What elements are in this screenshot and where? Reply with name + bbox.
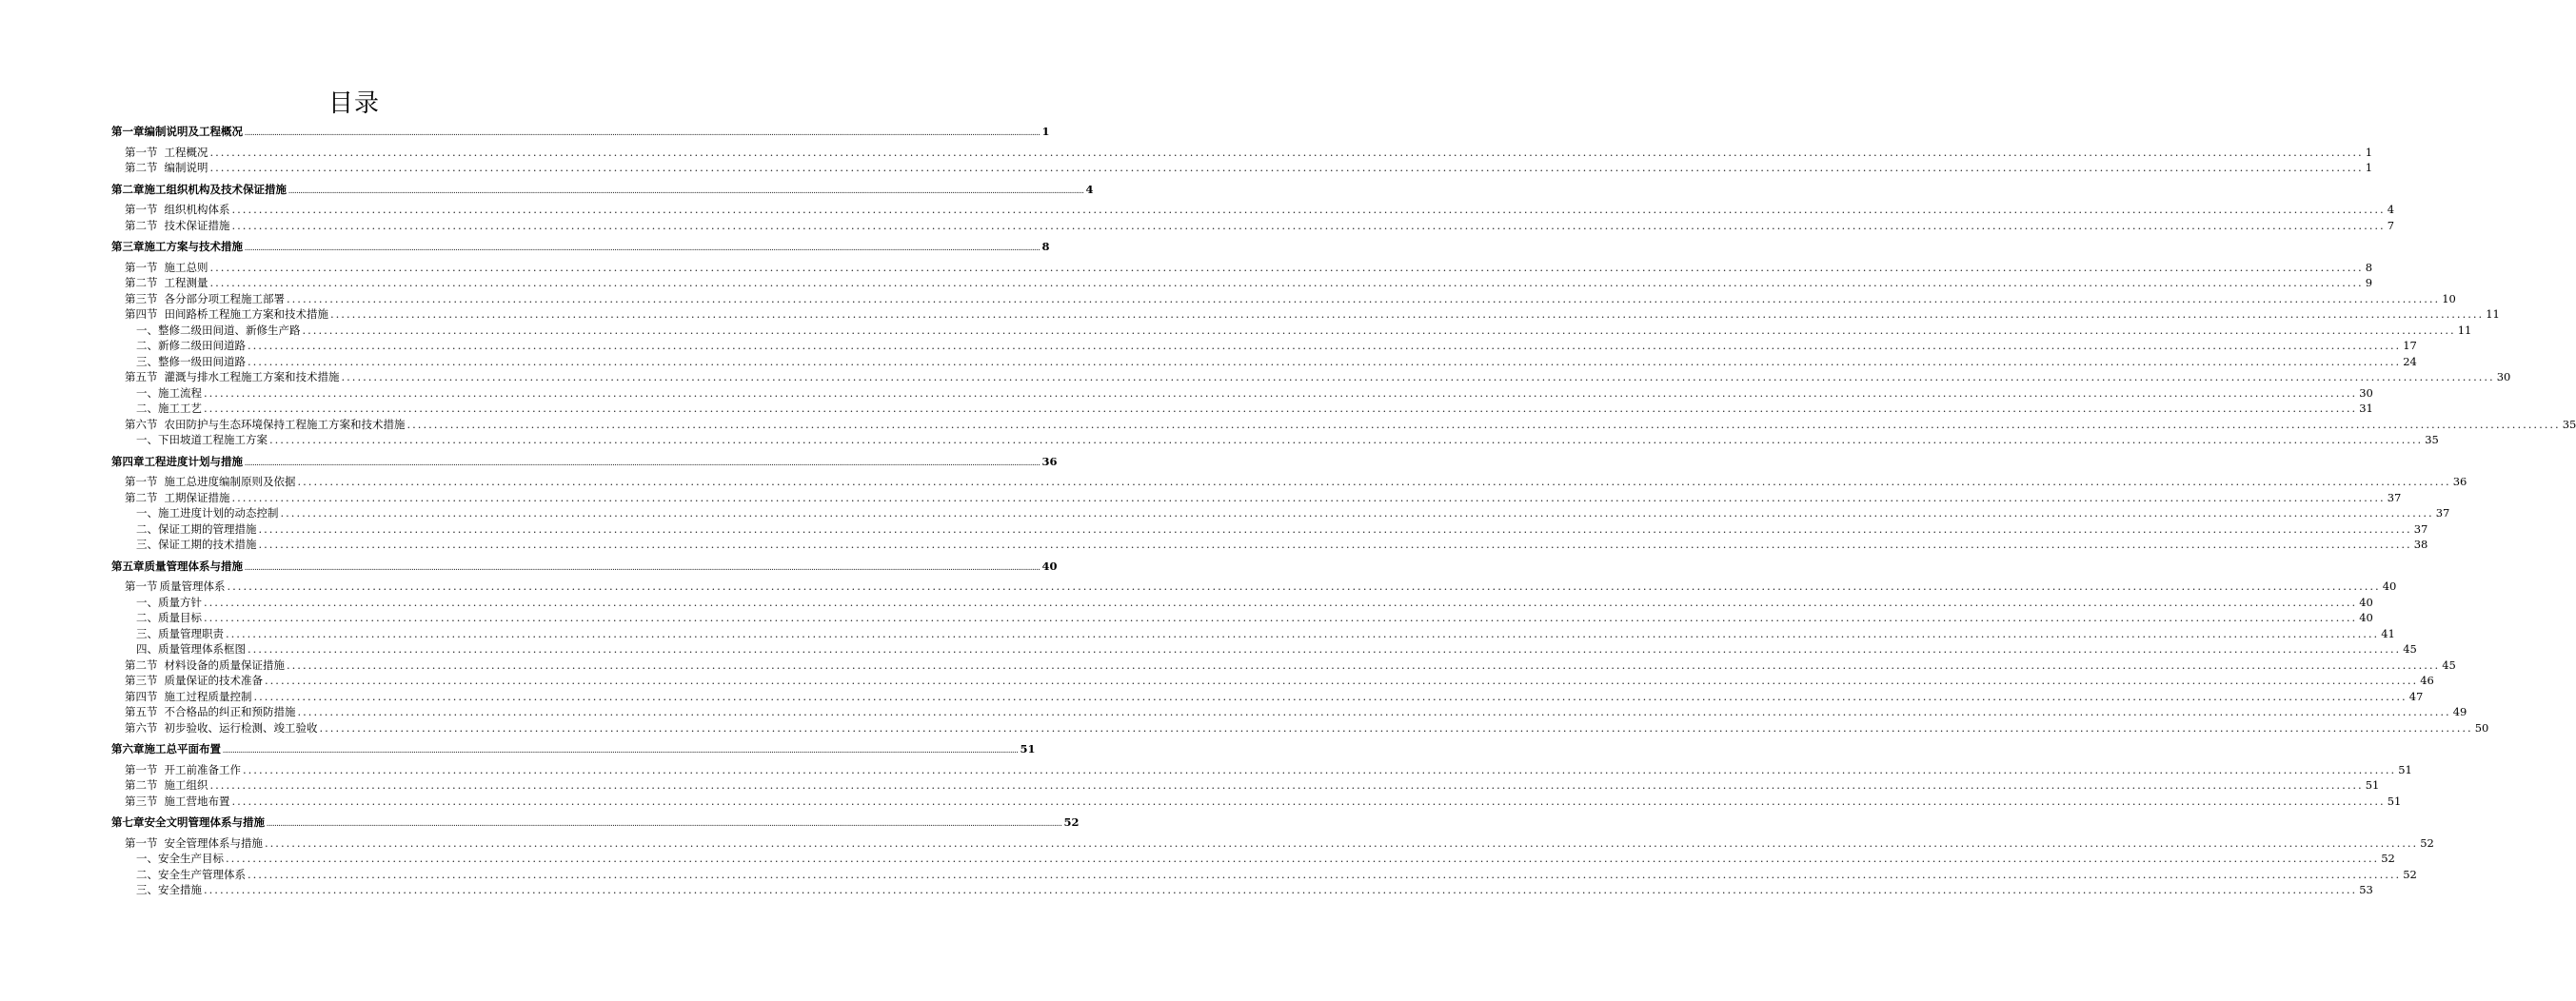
toc-entry-page-number: 17 <box>2403 339 2417 352</box>
toc-section-entry[interactable] <box>111 417 2576 433</box>
dot-leader: ................................................................................................................................................................................................................................................................................................................................................................................................................ <box>226 626 2380 640</box>
toc-entry-title: 一、安全生产目标 <box>136 852 224 865</box>
toc-section-entry[interactable] <box>111 777 2380 794</box>
toc-entry-title: 质量保证的技术准备 <box>164 674 263 687</box>
toc-entry-number: 第四章 <box>111 454 145 468</box>
toc-entry-title: 灌溉与排水工程施工方案和技术措施 <box>164 370 340 383</box>
dot-leader: ................................................................................................................................................................................................................................................................................................................................................................................................................ <box>248 354 2402 368</box>
toc-entry-page-number: 53 <box>2359 883 2373 896</box>
toc-entry-title: 田间路桥工程施工方案和技术措施 <box>164 307 328 321</box>
dot-leader: ................................................................................................................................................................................................................................................................................................................................................................................................................ <box>245 460 1040 467</box>
dot-leader: ................................................................................................................................................................................................................................................................................................................................................................................................................ <box>253 689 2408 703</box>
dot-leader: ................................................................................................................................................................................................................................................................................................................................................................................................................ <box>223 748 1019 755</box>
toc-chapter-entry[interactable] <box>111 182 1094 198</box>
toc-entry-title: 三、保证工期的技术措施 <box>136 538 257 551</box>
toc-section-entry[interactable] <box>111 794 2402 810</box>
toc-entry-number: 第四节 <box>125 307 158 321</box>
dot-leader: ................................................................................................................................................................................................................................................................................................................................................................................................................ <box>265 674 2419 687</box>
toc-entry-page-number: 45 <box>2403 642 2417 656</box>
toc-entry-number: 第二节 <box>125 218 158 232</box>
toc-entry-number: 第三节 <box>125 674 158 687</box>
toc-section-entry[interactable] <box>111 260 2373 276</box>
toc-section-entry[interactable] <box>111 474 2467 490</box>
toc-entry-number: 第二节 <box>125 778 158 792</box>
toc-entry-number: 第七章 <box>111 815 145 829</box>
toc-entry-page-number: 40 <box>2382 579 2397 593</box>
toc-section-entry[interactable] <box>111 369 2511 385</box>
toc-section-entry[interactable] <box>111 291 2456 307</box>
toc-section-entry[interactable] <box>111 720 2489 736</box>
toc-entry-title: 编制说明及工程概况 <box>144 125 243 138</box>
toc-entry-page-number: 51 <box>2398 762 2412 776</box>
dot-leader: ................................................................................................................................................................................................................................................................................................................................................................................................................ <box>288 187 1084 195</box>
toc-entry-title: 二、保证工期的管理措施 <box>136 521 257 536</box>
toc-entry-page-number: 51 <box>2365 778 2380 792</box>
dot-leader: ................................................................................................................................................................................................................................................................................................................................................................................................................ <box>231 203 2386 216</box>
toc-entry-page-number: 30 <box>2359 385 2373 400</box>
dot-leader: ................................................................................................................................................................................................................................................................................................................................................................................................................ <box>269 433 2424 446</box>
dot-leader: ................................................................................................................................................................................................................................................................................................................................................................................................................ <box>258 521 2412 536</box>
dot-leader: ................................................................................................................................................................................................................................................................................................................................................................................................................ <box>204 402 2358 415</box>
toc-entry-page-number: 35 <box>2562 417 2576 431</box>
toc-chapter-entry[interactable] <box>111 454 1058 470</box>
toc-entry-title: 一、质量方针 <box>136 595 202 609</box>
dot-leader: ................................................................................................................................................................................................................................................................................................................................................................................................................ <box>227 579 2381 593</box>
toc-entry-title: 不合格品的纠正和预防措施 <box>164 705 296 718</box>
dot-leader: ................................................................................................................................................................................................................................................................................................................................................................................................................ <box>297 705 2451 718</box>
toc-entry-number: 第一节 <box>125 762 158 776</box>
toc-item-entry[interactable] <box>111 626 2395 642</box>
toc-section-entry[interactable] <box>111 704 2467 720</box>
toc-entry-page-number: 24 <box>2403 354 2417 368</box>
toc-entry-title: 二、质量目标 <box>136 611 202 624</box>
toc-entry-title: 施工方案与技术措施 <box>144 240 243 253</box>
dot-leader: ................................................................................................................................................................................................................................................................................................................................................................................................................ <box>341 370 2495 383</box>
toc-entry-title: 施工组织机构及技术保证措施 <box>144 182 287 196</box>
toc-entry-page-number: 1 <box>1041 125 1050 138</box>
toc-entry-page-number: 31 <box>2359 402 2373 415</box>
dot-leader: ................................................................................................................................................................................................................................................................................................................................................................................................................ <box>248 339 2402 352</box>
toc-section-entry[interactable] <box>111 762 2412 778</box>
dot-leader: ................................................................................................................................................................................................................................................................................................................................................................................................................ <box>245 245 1040 252</box>
toc-entry-page-number: 46 <box>2420 674 2434 687</box>
toc-section-entry[interactable] <box>111 218 2395 234</box>
dot-leader: ................................................................................................................................................................................................................................................................................................................................................................................................................ <box>245 130 1040 137</box>
dot-leader: ................................................................................................................................................................................................................................................................................................................................................................................................................ <box>265 835 2419 850</box>
toc-entry-number: 第五节 <box>125 705 158 718</box>
toc-entry-page-number: 52 <box>1063 815 1080 829</box>
toc-item-entry[interactable] <box>111 323 2472 339</box>
toc-entry-title: 二、安全生产管理体系 <box>136 867 246 881</box>
toc-entry-page-number: 47 <box>2408 689 2424 703</box>
toc-section-entry[interactable] <box>111 673 2434 689</box>
toc-entry-page-number: 37 <box>2435 506 2450 520</box>
toc-item-entry[interactable] <box>111 401 2373 417</box>
dot-leader: ................................................................................................................................................................................................................................................................................................................................................................................................................ <box>209 161 2364 174</box>
dot-leader: ................................................................................................................................................................................................................................................................................................................................................................................................................ <box>209 260 2364 274</box>
toc-entry-page-number: 51 <box>1020 742 1036 756</box>
dot-leader: ................................................................................................................................................................................................................................................................................................................................................................................................................ <box>248 642 2402 656</box>
toc-entry-title: 材料设备的质量保证措施 <box>164 658 285 672</box>
toc-entry-title: 二、施工工艺 <box>136 402 202 415</box>
toc-entry-page-number: 7 <box>2387 218 2395 232</box>
toc-entry-number: 第二节 <box>125 490 158 504</box>
toc-entry-title: 施工营地布置 <box>164 794 230 808</box>
toc-entry-page-number: 8 <box>1041 240 1050 253</box>
dot-leader: ................................................................................................................................................................................................................................................................................................................................................................................................................ <box>231 218 2386 232</box>
toc-entry-page-number: 49 <box>2452 705 2467 718</box>
toc-entry-title: 开工前准备工作 <box>164 762 241 776</box>
dot-leader: ................................................................................................................................................................................................................................................................................................................................................................................................................ <box>267 821 1062 828</box>
toc-entry-number: 第一节 <box>125 579 158 593</box>
toc-entry-title: 施工总平面布置 <box>144 742 221 756</box>
toc-chapter-entry[interactable] <box>111 815 1080 831</box>
toc-entry-title: 质量管理体系与措施 <box>144 559 243 573</box>
toc-entry-page-number: 30 <box>2496 370 2511 383</box>
toc-entry-page-number: 40 <box>2359 611 2373 624</box>
toc-entry-number: 第一节 <box>125 203 158 216</box>
dot-leader: ................................................................................................................................................................................................................................................................................................................................................................................................................ <box>258 538 2412 551</box>
toc-item-entry[interactable] <box>111 851 2395 867</box>
dot-leader: ................................................................................................................................................................................................................................................................................................................................................................................................................ <box>204 883 2358 896</box>
toc-entry-title: 工程概况 <box>164 145 208 159</box>
toc-item-entry[interactable] <box>111 505 2450 521</box>
toc-entry-number: 第一节 <box>125 475 158 488</box>
toc-entry-page-number: 11 <box>2486 307 2500 321</box>
toc-entry-title: 安全管理体系与措施 <box>164 835 263 850</box>
toc-item-entry[interactable] <box>111 385 2373 402</box>
toc-entry-page-number: 37 <box>2387 490 2402 504</box>
toc-entry-page-number: 4 <box>1085 182 1094 196</box>
dot-leader: ................................................................................................................................................................................................................................................................................................................................................................................................................ <box>231 794 2386 808</box>
toc-entry-page-number: 4 <box>2387 203 2395 216</box>
toc-item-entry[interactable] <box>111 610 2373 626</box>
toc-item-entry[interactable] <box>111 521 2428 538</box>
toc-entry-title: 施工总进度编制原则及依据 <box>164 475 296 488</box>
toc-chapter-entry[interactable] <box>111 559 1058 575</box>
toc-entry-page-number: 40 <box>2359 595 2373 609</box>
toc-entry-title: 工程测量 <box>164 276 208 289</box>
toc-entry-title: 技术保证措施 <box>164 218 230 232</box>
toc-entry-title: 三、安全措施 <box>136 883 202 896</box>
dot-leader: ................................................................................................................................................................................................................................................................................................................................................................................................................ <box>231 490 2386 504</box>
toc-section-entry[interactable] <box>111 689 2424 705</box>
dot-leader: ................................................................................................................................................................................................................................................................................................................................................................................................................ <box>204 611 2358 624</box>
toc-entry-title: 初步验收、运行检测、竣工验收 <box>164 720 318 735</box>
toc-entry-number: 第二节 <box>125 276 158 289</box>
toc-entry-title: 一、施工流程 <box>136 385 202 400</box>
toc-entry-title: 四、质量管理体系框图 <box>136 642 246 656</box>
dot-leader: ................................................................................................................................................................................................................................................................................................................................................................................................................ <box>287 291 2441 305</box>
toc-entry-title: 施工总则 <box>164 260 208 274</box>
toc-entry-page-number: 36 <box>2452 475 2467 488</box>
toc-entry-number: 第一节 <box>125 835 158 850</box>
dot-leader: ................................................................................................................................................................................................................................................................................................................................................................................................................ <box>280 506 2434 520</box>
toc-entry-title: 农田防护与生态环境保持工程施工方案和技术措施 <box>164 417 406 431</box>
toc-chapter-entry[interactable] <box>111 124 1050 140</box>
table-of-contents <box>111 124 2576 898</box>
dot-leader: ................................................................................................................................................................................................................................................................................................................................................................................................................ <box>406 417 2561 431</box>
toc-entry-page-number: 51 <box>2387 794 2402 808</box>
dot-leader: ................................................................................................................................................................................................................................................................................................................................................................................................................ <box>248 867 2402 881</box>
toc-entry-number: 第二节 <box>125 161 158 174</box>
toc-entry-page-number: 1 <box>2365 161 2373 174</box>
toc-section-entry[interactable] <box>111 835 2434 852</box>
dot-leader: ................................................................................................................................................................................................................................................................................................................................................................................................................ <box>243 762 2397 776</box>
toc-item-entry[interactable] <box>111 882 2373 898</box>
toc-entry-page-number: 40 <box>1041 559 1058 573</box>
toc-entry-page-number: 36 <box>1041 454 1058 468</box>
toc-entry-number: 第六节 <box>125 720 158 735</box>
dot-leader: ................................................................................................................................................................................................................................................................................................................................................................................................................ <box>319 720 2473 735</box>
toc-entry-number: 第一节 <box>125 145 158 159</box>
toc-entry-title: 三、整修一级田间道路 <box>136 354 246 368</box>
dot-leader: ................................................................................................................................................................................................................................................................................................................................................................................................................ <box>245 564 1040 572</box>
toc-entry-page-number: 45 <box>2442 658 2456 672</box>
toc-entry-page-number: 35 <box>2425 433 2439 446</box>
toc-entry-title: 编制说明 <box>164 161 208 174</box>
toc-entry-page-number: 11 <box>2457 323 2472 337</box>
toc-entry-number: 第一章 <box>111 125 145 138</box>
toc-section-entry[interactable] <box>111 275 2373 291</box>
toc-entry-page-number: 10 <box>2442 291 2456 305</box>
toc-entry-title: 质量管理体系 <box>159 579 226 593</box>
toc-entry-title: 施工过程质量控制 <box>164 689 252 703</box>
dot-leader: ................................................................................................................................................................................................................................................................................................................................................................................................................ <box>330 307 2485 321</box>
toc-entry-number: 第五章 <box>111 559 145 573</box>
dot-leader: ................................................................................................................................................................................................................................................................................................................................................................................................................ <box>297 475 2451 488</box>
toc-entry-number: 第三节 <box>125 794 158 808</box>
dot-leader: ................................................................................................................................................................................................................................................................................................................................................................................................................ <box>209 276 2364 289</box>
toc-entry-title: 工期保证措施 <box>164 490 230 504</box>
toc-item-entry[interactable] <box>111 338 2417 354</box>
toc-entry-title: 工程进度计划与措施 <box>144 454 243 468</box>
toc-entry-number: 第三章 <box>111 240 145 253</box>
toc-entry-page-number: 52 <box>2381 852 2395 865</box>
toc-item-entry[interactable] <box>111 867 2417 883</box>
toc-entry-title: 组织机构体系 <box>164 203 230 216</box>
toc-entry-title: 安全文明管理体系与措施 <box>144 815 265 829</box>
toc-entry-number: 第一节 <box>125 260 158 274</box>
dot-leader: ................................................................................................................................................................................................................................................................................................................................................................................................................ <box>209 145 2364 159</box>
toc-entry-number: 第六章 <box>111 742 145 756</box>
toc-entry-title: 各分部分项工程施工部署 <box>164 291 285 305</box>
dot-leader: ................................................................................................................................................................................................................................................................................................................................................................................................................ <box>204 385 2358 400</box>
toc-entry-page-number: 8 <box>2365 260 2373 274</box>
toc-section-entry[interactable] <box>111 202 2395 218</box>
toc-section-entry[interactable] <box>111 160 2373 176</box>
toc-entry-number: 第三节 <box>125 291 158 305</box>
toc-entry-page-number: 37 <box>2413 521 2428 536</box>
toc-item-entry[interactable] <box>111 354 2417 370</box>
dot-leader: ................................................................................................................................................................................................................................................................................................................................................................................................................ <box>226 852 2380 865</box>
toc-entry-number: 第四节 <box>125 689 158 703</box>
toc-entry-title: 一、整修二级田间道、新修生产路 <box>136 323 301 337</box>
dot-leader: ................................................................................................................................................................................................................................................................................................................................................................................................................ <box>209 778 2364 792</box>
toc-item-entry[interactable] <box>111 432 2439 448</box>
toc-item-entry[interactable] <box>111 595 2373 611</box>
toc-entry-page-number: 9 <box>2365 276 2373 289</box>
toc-entry-number: 第六节 <box>125 417 158 431</box>
toc-section-entry[interactable] <box>111 658 2456 674</box>
toc-entry-title: 三、质量管理职责 <box>136 626 224 640</box>
toc-entry-page-number: 38 <box>2413 538 2428 551</box>
dot-leader: ................................................................................................................................................................................................................................................................................................................................................................................................................ <box>204 595 2358 609</box>
toc-chapter-entry[interactable] <box>111 741 1036 757</box>
toc-entry-number: 第二节 <box>125 658 158 672</box>
toc-entry-page-number: 41 <box>2381 626 2395 640</box>
toc-section-entry[interactable] <box>111 490 2402 506</box>
toc-entry-title: 一、施工进度计划的动态控制 <box>136 506 279 520</box>
dot-leader: ................................................................................................................................................................................................................................................................................................................................................................................................................ <box>287 658 2441 672</box>
toc-entry-number: 第二章 <box>111 182 145 196</box>
page-title: 目录 <box>327 89 380 118</box>
toc-item-entry[interactable] <box>111 537 2428 553</box>
toc-section-entry[interactable] <box>111 306 2500 323</box>
toc-entry-number: 第五节 <box>125 370 158 383</box>
toc-chapter-entry[interactable] <box>111 239 1050 255</box>
toc-entry-page-number: 52 <box>2420 835 2434 850</box>
toc-entry-page-number: 50 <box>2474 720 2489 735</box>
toc-entry-page-number: 1 <box>2365 145 2373 159</box>
toc-entry-title: 施工组织 <box>164 778 208 792</box>
toc-entry-title: 一、下田坡道工程施工方案 <box>136 433 268 446</box>
toc-item-entry[interactable] <box>111 641 2417 658</box>
dot-leader: ................................................................................................................................................................................................................................................................................................................................................................................................................ <box>302 323 2456 337</box>
toc-section-entry[interactable] <box>111 145 2373 161</box>
toc-entry-page-number: 52 <box>2403 867 2417 881</box>
toc-entry-title: 二、新修二级田间道路 <box>136 339 246 352</box>
toc-section-entry[interactable] <box>111 579 2397 595</box>
